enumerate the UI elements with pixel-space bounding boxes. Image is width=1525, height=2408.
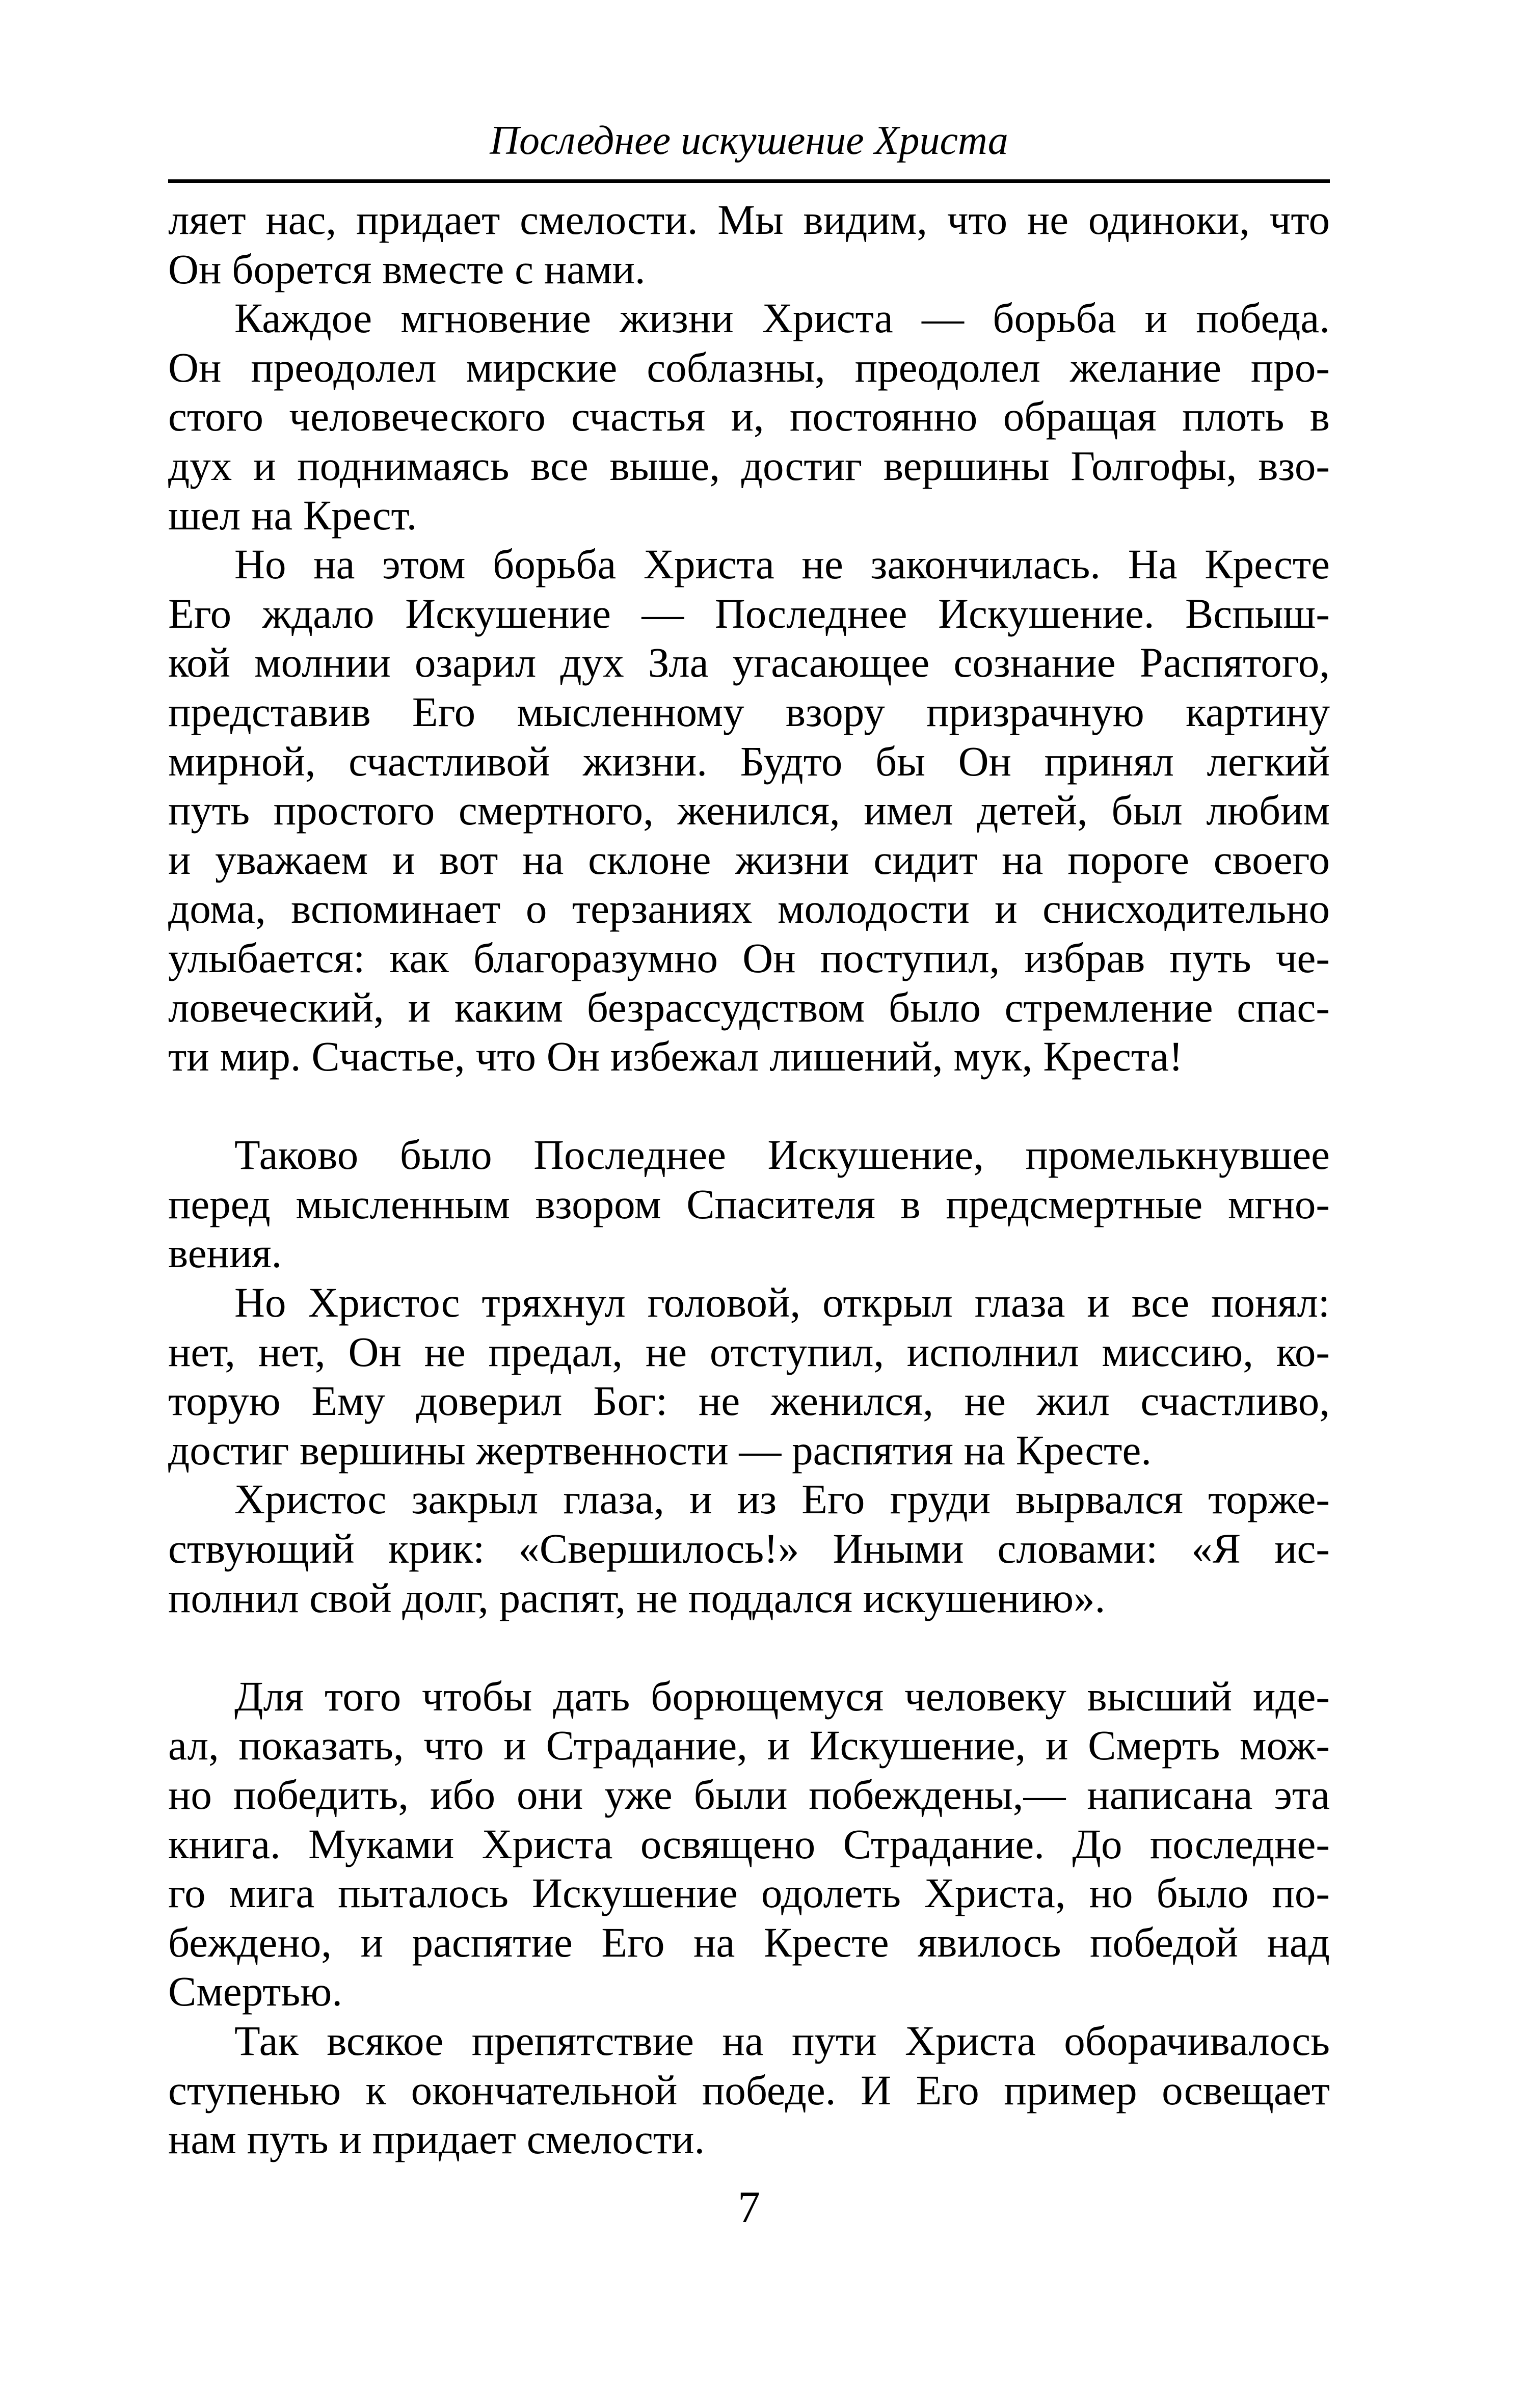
text-line: мирной, счастливой жизни. Будто бы Он принял легкий	[168, 737, 1330, 785]
text-line: представив Его мысленному взору призрачную картину	[168, 688, 1330, 735]
text-line: Так всякое препятствие на пути Христа оборачивалось	[234, 2017, 1330, 2064]
text-line: Но Христос тряхнул головой, открыл глаза и все понял:	[234, 1279, 1330, 1326]
text-line: дух и поднимаясь все выше, достиг вершины Голгофы, взо-	[168, 442, 1330, 489]
text-line: Каждое мгновение жизни Христа — борьба и победа.	[234, 295, 1330, 342]
text-line: перед мысленным взором Спасителя в предсмертные мгно-	[168, 1180, 1330, 1227]
text-line: торую Ему доверил Бог: не женился, не жил счастливо,	[168, 1377, 1330, 1425]
text-line: книга. Муками Христа освящено Страдание. До последне-	[168, 1820, 1330, 1867]
text-line: нам путь и придает смелости.	[168, 2116, 705, 2163]
paragraph	[168, 2016, 1330, 2164]
text-line: дома, вспоминает о терзаниях молодости и снисходительно	[168, 885, 1330, 932]
text-line: го мига пыталось Искушение одолеть Христа, но было по-	[168, 1869, 1330, 1917]
text-line: нет, нет, Он не предал, не отступил, исполнил миссию, ко-	[168, 1328, 1330, 1375]
body-text	[168, 195, 1330, 2164]
text-line: Его ждало Искушение — Последнее Искушение. Вспыш-	[168, 590, 1330, 637]
text-line: Он борется вместе с нами.	[168, 245, 646, 292]
text-line: стого человеческого счастья и, постоянно обращая плоть в	[168, 393, 1330, 440]
text-line: кой молнии озарил дух Зла угасающее сознание Распятого,	[168, 639, 1330, 686]
text-line: Смертью.	[168, 1968, 343, 2015]
text-line: но победить, ибо они уже были побеждены,— написана эта	[168, 1771, 1330, 1818]
text-line: ляет нас, придает смелости. Мы видим, что не одиноки, что	[168, 196, 1330, 243]
text-line: шел на Крест.	[168, 491, 417, 539]
text-line: Таково было Последнее Искушение, промелькнувшее	[234, 1131, 1330, 1179]
text-line: ти мир. Счастье, что Он избежал лишений, мук, Креста!	[168, 1033, 1183, 1080]
paragraph	[168, 1130, 1330, 1278]
paragraph	[168, 1475, 1330, 1622]
text-line: ступенью к окончательной победе. И Его пример освещает	[168, 2066, 1330, 2113]
paragraph	[168, 1278, 1330, 1475]
text-line: полнил свой долг, распят, не поддался искушению».	[168, 1574, 1106, 1621]
paragraph	[168, 293, 1330, 540]
text-line: Он преодолел мирские соблазны, преодолел желание про-	[168, 343, 1330, 391]
paragraph	[168, 195, 1330, 293]
text-line: ал, показать, что и Страдание, и Искушение, и Смерть мож-	[168, 1722, 1330, 1769]
text-line: Христос закрыл глаза, и из Его груди вырвался торже-	[234, 1476, 1330, 1523]
paragraph	[168, 540, 1330, 1081]
text-line: вения.	[168, 1229, 282, 1277]
text-line: ловеческий, и каким безрассудством было стремление спас-	[168, 983, 1330, 1031]
text-line: и уважаем и вот на склоне жизни сидит на пороге своего	[168, 836, 1330, 883]
text-line: улыбается: как благоразумно Он поступил, избрав путь че-	[168, 934, 1330, 981]
paragraph	[168, 1672, 1330, 2016]
page-number: 7	[738, 2183, 760, 2232]
text-line: Для того чтобы дать борющемуся человеку высший иде-	[234, 1672, 1330, 1720]
header-rule	[168, 179, 1330, 183]
running-head: Последнее искушение Христа	[490, 118, 1008, 163]
text-line: беждено, и распятие Его на Кресте явилось победой над	[168, 1918, 1330, 1966]
text-line: достиг вершины жертвенности — распятия на Кресте.	[168, 1426, 1152, 1474]
text-line: ствующий крик: «Свершилось!» Иными словами: «Я ис-	[168, 1525, 1330, 1572]
text-line: путь простого смертного, женился, имел детей, был любим	[168, 787, 1330, 834]
text-line: Но на этом борьба Христа не закончилась. На Кресте	[234, 541, 1330, 588]
paragraph-gap	[168, 1622, 1330, 1672]
paragraph-gap	[168, 1081, 1330, 1131]
